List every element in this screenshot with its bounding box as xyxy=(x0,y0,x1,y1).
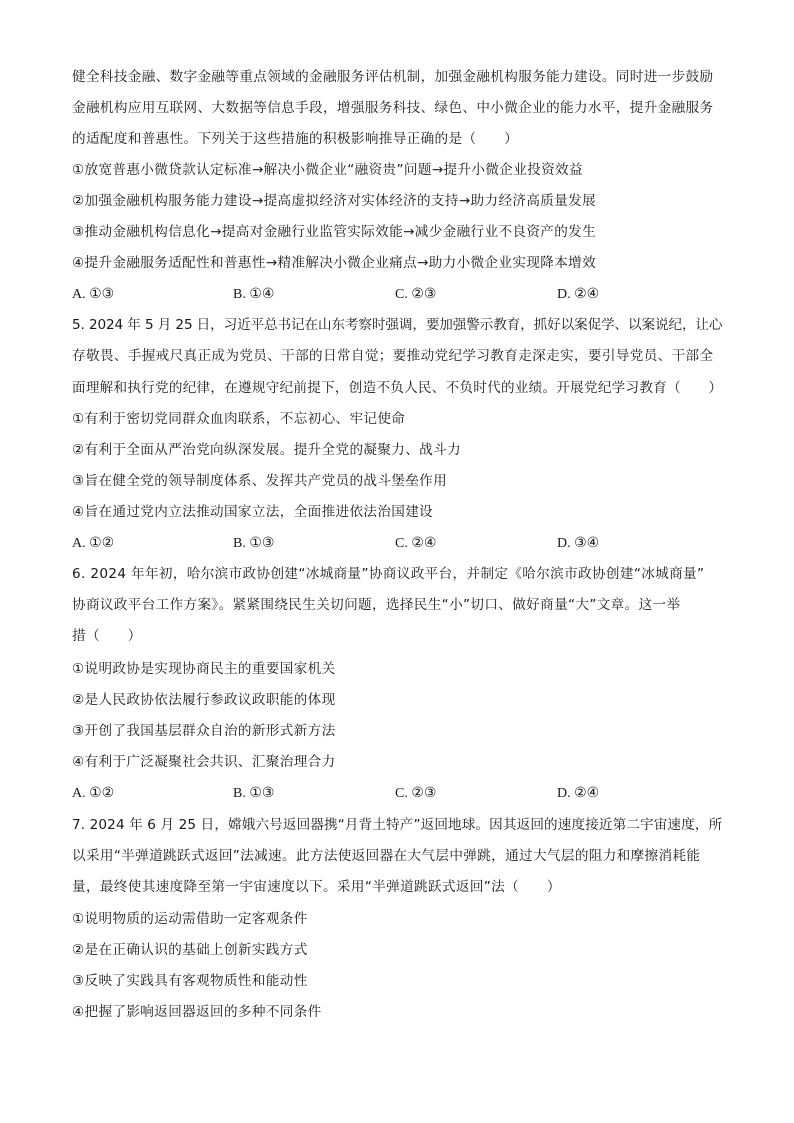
q5-stem-line: 面理解和执行党的纪律，在遵规守纪前提下，创造不负人民、不负时代的业绩。开展党纪学习教育（ ） xyxy=(72,380,723,396)
q6-option-c: C. ②③ xyxy=(395,786,437,801)
q6-item-2: ②是人民政协依法履行参政议政职能的体现 xyxy=(72,692,336,708)
q6-stem-line: 措（ ） xyxy=(72,628,142,644)
q4-option-c: C. ②③ xyxy=(395,287,437,302)
q4-option-d: D. ②④ xyxy=(557,287,600,302)
q6-stem-line: 6. 2024 年年初，哈尔滨市政协创建“冰城商量”协商议政平台，并制定《哈尔滨市政协创建“冰城商量” xyxy=(72,566,705,582)
q4-stem-line: 金融机构应用互联网、大数据等信息手段，增强服务科技、绿色、中小微企业的能力水平，提升金融服务 xyxy=(72,100,714,116)
q5-item-1: ①有利于密切党同群众血肉联系，不忘初心、牢记使命 xyxy=(72,411,406,427)
q4-stem-line: 的适配度和普惠性。下列关于这些措施的积极影响推导正确的是（ ） xyxy=(72,131,519,147)
q5-stem-line: 存敬畏、手握戒尺真正成为党员、干部的日常自觉；要推动党纪学习教育走深走实，要引导党员、干部全 xyxy=(72,348,714,364)
q4-option-a: A. ①③ xyxy=(72,287,115,302)
q5-option-d: D. ③④ xyxy=(557,536,600,551)
q6-item-4: ④有利于广泛凝聚社会共识、汇聚治理合力 xyxy=(72,754,336,770)
q6-item-1: ①说明政协是实现协商民主的重要国家机关 xyxy=(72,661,336,677)
q7-item-3: ③反映了实践具有客观物质性和能动性 xyxy=(72,973,308,989)
q4-options xyxy=(72,285,722,305)
q7-stem-line: 7. 2024 年 6 月 25 日，嫦娥六号返回器携“月背土特产”返回地球。因其返回的速度接近第二宇宙速度，所 xyxy=(72,817,723,833)
q5-item-2: ②有利于全面从严治党向纵深发展。提升全党的凝聚力、战斗力 xyxy=(72,442,462,458)
q6-stem-line: 协商议政平台工作方案》。紧紧围绕民生关切问题，选择民生“小”切口、做好商量“大”文章。这一举 xyxy=(72,597,681,613)
q6-option-d: D. ②④ xyxy=(557,786,600,801)
q5-option-b: B. ①③ xyxy=(233,536,275,551)
q7-stem-line: 以采用“半弹道跳跃式返回”法减速。此方法使返回器在大气层中弹跳，通过大气层的阻力和摩擦消耗能 xyxy=(72,848,701,864)
q5-options xyxy=(72,534,722,554)
q4-option-b: B. ①④ xyxy=(233,287,275,302)
q6-options xyxy=(72,784,722,804)
q6-option-a: A. ①② xyxy=(72,786,115,801)
q4-item-1: ①放宽普惠小微贷款认定标准→解决小微企业“融资贵”问题→提升小微企业投资效益 xyxy=(72,162,583,178)
q5-item-3: ③旨在健全党的领导制度体系、发挥共产党员的战斗堡垒作用 xyxy=(72,473,448,489)
q4-stem-line: 健全科技金融、数字金融等重点领域的金融服务评估机制，加强金融机构服务能力建设。同时进一步鼓励 xyxy=(72,69,714,85)
q4-item-2: ②加强金融机构服务能力建设→提高虚拟经济对实体经济的支持→助力经济高质量发展 xyxy=(72,193,597,209)
q6-item-3: ③开创了我国基层群众自治的新形式新方法 xyxy=(72,723,336,739)
q6-option-b: B. ①③ xyxy=(233,786,275,801)
q7-item-1: ①说明物质的运动需借助一定客观条件 xyxy=(72,911,308,927)
q5-item-4: ④旨在通过党内立法推动国家立法，全面推进依法治国建设 xyxy=(72,504,434,520)
q4-item-3: ③推动金融机构信息化→提高对金融行业监管实际效能→减少金融行业不良资产的发生 xyxy=(72,224,597,240)
q5-stem-line: 5. 2024 年 5 月 25 日，习近平总书记在山东考察时强调，要加强警示教育，抓好以案促学、以案说纪，让心 xyxy=(72,317,723,333)
q7-item-2: ②是在正确认识的基础上创新实践方式 xyxy=(72,942,308,958)
q5-option-a: A. ①② xyxy=(72,536,115,551)
q4-item-4: ④提升金融服务适配性和普惠性→精准解决小微企业痛点→助力小微企业实现降本增效 xyxy=(72,255,597,271)
q7-item-4: ④把握了影响返回器返回的多种不同条件 xyxy=(72,1004,322,1020)
q7-stem-line: 量，最终使其速度降至第一宇宙速度以下。采用“半弹道跳跃式返回”法（ ） xyxy=(72,879,561,895)
q5-option-c: C. ②④ xyxy=(395,536,437,551)
